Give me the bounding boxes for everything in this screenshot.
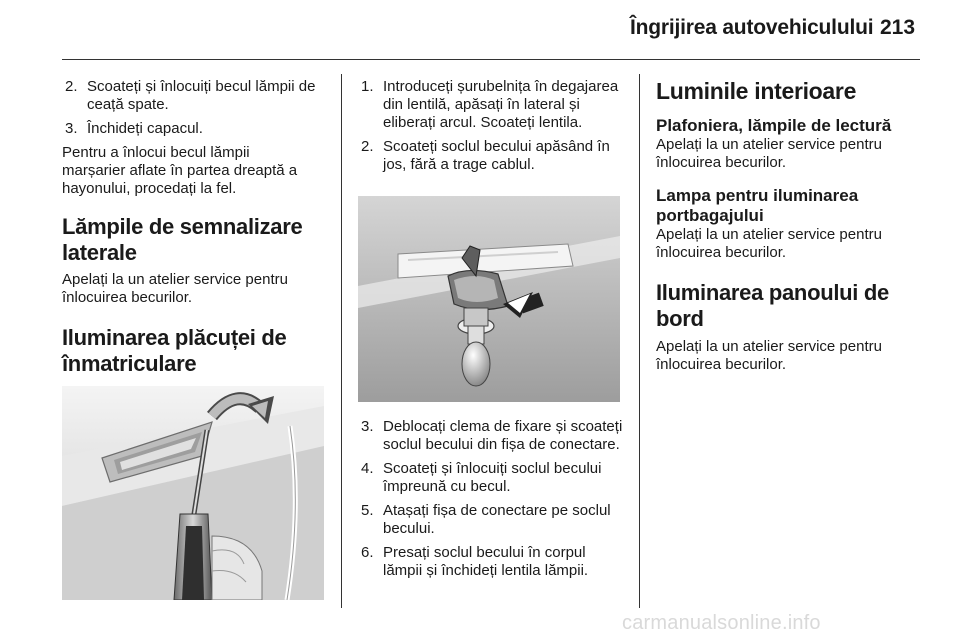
column-divider-2	[639, 74, 640, 608]
heading-side-lamps: Lămpile de semnalizare laterale	[62, 214, 303, 265]
paragraph-side-lamps: Apelați la un atelier service pentru înlocuirea becurilor.	[62, 271, 288, 306]
step-number: 3.	[65, 120, 78, 137]
step-text: Închideți capacul.	[87, 120, 203, 137]
step-number: 1.	[361, 78, 374, 95]
paragraph-dashboard-lighting: Apelați la un atelier service pentru înlocuirea becurilor.	[656, 338, 882, 373]
illustration-plate-lamp-screwdriver	[62, 386, 324, 600]
step-item	[358, 138, 624, 174]
column-2-continued	[358, 418, 624, 586]
step-item	[358, 544, 624, 580]
step-item	[62, 120, 330, 138]
step-number: 5.	[361, 502, 374, 519]
step-number: 2.	[65, 78, 78, 95]
column-3	[656, 78, 920, 374]
step-number: 3.	[361, 418, 374, 435]
section-title: Îngrijirea autovehiculului	[630, 16, 874, 39]
step-item	[62, 78, 330, 114]
step-text: Deblocați clema de fixare și scoateți soclul becului din fișa de conectare.	[383, 418, 623, 453]
step-text: Scoateți și înlocuiți soclul becului împreună cu becul.	[383, 460, 602, 495]
step-number: 2.	[361, 138, 374, 155]
heading-dashboard-lighting: Iluminarea panoului de bord	[656, 280, 889, 331]
step-text: Introduceți șurubelnița în degajarea din lentilă, apăsați în lateral și eliberați arcul. Scoateți lentila.	[383, 78, 619, 131]
page-number: 213	[880, 16, 916, 39]
paragraph-reversing-lamp: Pentru a înlocui becul lămpii marșarier aflate în partea dreaptă a hayonului, procedați la fel.	[62, 144, 298, 197]
step-text: Presați soclul becului în corpul lămpii și închideți lentila lămpii.	[383, 544, 589, 579]
illustration-bulb-socket	[358, 196, 620, 402]
step-text: Scoateți și înlocuiți becul lămpii de ceață spate.	[87, 78, 316, 113]
step-number: 4.	[361, 460, 374, 477]
header-divider	[62, 59, 920, 60]
step-number: 6.	[361, 544, 374, 561]
step-item	[358, 78, 624, 132]
step-item	[358, 460, 624, 496]
heading-plate-light: Iluminarea plăcuței de înmatriculare	[62, 325, 287, 376]
step-item	[358, 418, 624, 454]
column-1	[62, 78, 330, 377]
watermark: carmanualsonline.info	[622, 612, 821, 634]
paragraph-trunk-lamp: Apelați la un atelier service pentru înlocuirea becurilor.	[656, 226, 882, 261]
heading-ceiling-lamp: Plafoniera, lămpile de lectură	[656, 116, 892, 135]
step-item	[358, 502, 624, 538]
column-divider-1	[341, 74, 342, 608]
heading-interior-lights: Luminile interioare	[656, 78, 857, 104]
step-text: Scoateți soclul becului apăsând în jos, fără a trage cablul.	[383, 138, 610, 173]
column-2	[358, 78, 624, 180]
paragraph-ceiling-lamp: Apelați la un atelier service pentru înlocuirea becurilor.	[656, 136, 882, 171]
heading-trunk-lamp: Lampa pentru iluminarea portbagajului	[656, 186, 859, 225]
step-text: Atașați fișa de conectare pe soclul becului.	[383, 502, 611, 537]
